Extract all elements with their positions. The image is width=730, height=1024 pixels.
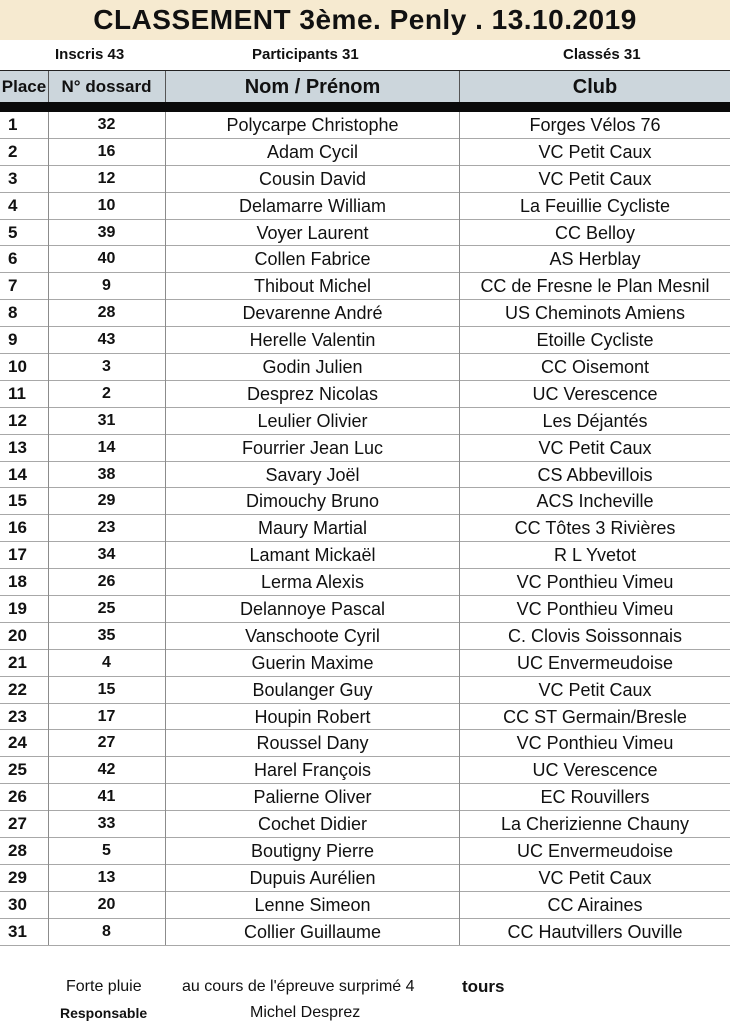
club-cell: VC Petit Caux (538, 867, 652, 888)
table-row (0, 865, 730, 892)
name-cell: Devarenne André (242, 303, 383, 324)
dossard-cell: 23 (97, 519, 116, 537)
dossard-cell: 32 (97, 116, 116, 133)
name-cell: Cochet Didier (257, 814, 368, 835)
table-row (0, 542, 730, 569)
place-cell: 1 (8, 115, 18, 134)
name-cell: Roussel Dany (256, 733, 369, 754)
name-cell: Desprez Nicolas (246, 383, 379, 404)
club-cell: ACS Incheville (536, 491, 654, 512)
table-row (0, 811, 730, 838)
club-cell: UC Verescence (532, 383, 658, 404)
dossard-cell: 40 (97, 250, 116, 268)
name-cell: Fourrier Jean Luc (241, 437, 384, 458)
dossard-cell: 31 (97, 411, 116, 429)
name-cell: Palierne Oliver (253, 787, 372, 808)
place-cell: 29 (8, 867, 27, 887)
dossard-cell: 10 (97, 196, 116, 214)
participants-count: Participants 31 (252, 46, 359, 63)
name-cell: Godin Julien (262, 357, 363, 378)
dossard-cell: 39 (97, 223, 116, 241)
results-table (0, 112, 730, 946)
table-row (0, 273, 730, 300)
dossard-cell: 20 (97, 895, 116, 913)
table-row (0, 435, 730, 462)
name-cell: Houpin Robert (254, 706, 371, 727)
name-cell: Dimouchy Bruno (245, 491, 380, 512)
dossard-cell: 29 (97, 492, 116, 510)
place-cell: 16 (8, 518, 27, 538)
name-cell: Lerma Alexis (260, 572, 365, 593)
table-row (0, 919, 730, 946)
place-cell: 5 (8, 222, 18, 242)
place-cell: 26 (8, 787, 27, 807)
dossard-cell: 14 (97, 438, 116, 456)
table-row (0, 515, 730, 542)
place-cell: 25 (8, 760, 27, 780)
dossard-cell: 42 (97, 761, 116, 779)
table-row (0, 596, 730, 623)
place-cell: 9 (8, 330, 18, 350)
dossard-cell: 26 (97, 573, 116, 591)
table-row (0, 650, 730, 677)
club-cell: CC ST Germain/Bresle (503, 706, 687, 727)
dossard-cell: 35 (97, 626, 116, 644)
dossard-cell: 38 (97, 465, 116, 483)
table-row (0, 166, 730, 193)
name-cell: Maury Martial (257, 518, 368, 539)
table-row (0, 139, 730, 166)
name-cell: Harel François (253, 760, 372, 781)
column-header-dossard: N° dossard (61, 77, 152, 96)
table-row (0, 704, 730, 731)
inscris-count: Inscris 43 (55, 46, 125, 63)
club-cell: La Feuillie Cycliste (519, 195, 671, 216)
dossard-cell: 43 (97, 331, 116, 349)
place-cell: 12 (8, 410, 27, 430)
club-cell: VC Ponthieu Vimeu (516, 733, 674, 754)
place-cell: 30 (8, 894, 27, 914)
club-cell: CC de Fresne le Plan Mesnil (480, 276, 710, 297)
name-cell: Savary Joël (265, 464, 360, 485)
club-cell: C. Clovis Soissonnais (507, 625, 683, 646)
table-row (0, 677, 730, 704)
name-cell: Boulanger Guy (252, 679, 373, 700)
club-cell: VC Petit Caux (538, 437, 652, 458)
name-cell: Vanschoote Cyril (245, 625, 380, 646)
club-cell: VC Petit Caux (538, 141, 652, 162)
table-row (0, 784, 730, 811)
name-cell: Delamarre William (238, 195, 386, 216)
table-row (0, 730, 730, 757)
dossard-cell: 4 (102, 653, 111, 671)
table-row (0, 300, 730, 327)
place-cell: 24 (8, 733, 27, 753)
club-cell: Les Déjantés (542, 410, 648, 431)
club-cell: VC Ponthieu Vimeu (516, 572, 674, 593)
club-cell: CC Tôtes 3 Rivières (514, 518, 676, 539)
dossard-cell: 3 (102, 358, 111, 376)
column-header-club: Club (572, 76, 618, 98)
name-cell: Adam Cycil (266, 141, 359, 162)
table-row (0, 623, 730, 650)
dossard-cell: 28 (97, 304, 116, 322)
responsable-label: Responsable (60, 1005, 148, 1021)
table-row (0, 838, 730, 865)
club-cell: UC Verescence (532, 760, 658, 781)
club-cell: US Cheminots Amiens (504, 303, 686, 324)
responsable-name: Michel Desprez (250, 1004, 361, 1021)
dossard-cell: 27 (97, 734, 116, 752)
place-cell: 21 (8, 652, 27, 672)
dossard-cell: 13 (97, 868, 116, 886)
club-cell: Forges Vélos 76 (529, 115, 661, 135)
table-row (0, 220, 730, 247)
place-cell: 31 (8, 921, 27, 941)
club-cell: CC Oisemont (540, 357, 650, 378)
classes-count: Classés 31 (563, 46, 641, 63)
column-divider (165, 112, 166, 945)
table-row (0, 381, 730, 408)
page-title: CLASSEMENT 3ème. Penly . 13.10.2019 (0, 0, 730, 40)
laps-note: au cours de l'épreuve surprimé 4 (182, 978, 415, 995)
table-row (0, 193, 730, 220)
name-cell: Collier Guillaume (243, 921, 382, 942)
name-cell: Thibout Michel (253, 276, 372, 297)
place-cell: 17 (8, 545, 27, 565)
place-cell: 15 (8, 491, 27, 511)
club-cell: VC Petit Caux (538, 679, 652, 700)
laps-unit: tours (462, 977, 505, 996)
place-cell: 4 (8, 195, 18, 215)
table-row (0, 408, 730, 435)
table-row (0, 757, 730, 784)
column-divider (48, 112, 49, 945)
name-cell: Leulier Olivier (257, 410, 368, 431)
place-cell: 8 (8, 303, 18, 323)
table-row (0, 354, 730, 381)
weather-note: Forte pluie (66, 978, 142, 995)
place-cell: 28 (8, 841, 27, 861)
table-row (0, 488, 730, 515)
place-cell: 10 (8, 357, 27, 377)
club-cell: VC Ponthieu Vimeu (516, 599, 674, 620)
dossard-cell: 17 (97, 707, 116, 725)
place-cell: 14 (8, 464, 27, 484)
dossard-cell: 9 (102, 277, 111, 295)
place-cell: 13 (8, 437, 27, 457)
place-cell: 3 (8, 168, 18, 188)
dossard-cell: 8 (102, 922, 111, 940)
dossard-cell: 34 (97, 546, 116, 564)
place-cell: 6 (8, 249, 18, 269)
name-cell: Boutigny Pierre (250, 841, 375, 862)
table-row (0, 246, 730, 273)
club-cell: CC Hautvillers Ouville (507, 921, 683, 942)
dossard-cell: 16 (97, 142, 116, 160)
club-cell: EC Rouvillers (540, 787, 650, 808)
table-row (0, 569, 730, 596)
name-cell: Cousin David (258, 168, 367, 189)
name-cell: Guerin Maxime (251, 652, 374, 673)
header-separator-bar (0, 102, 730, 112)
place-cell: 20 (8, 625, 27, 645)
name-cell: Lenne Simeon (254, 894, 371, 915)
dossard-cell: 33 (97, 815, 116, 833)
place-cell: 11 (8, 383, 26, 403)
name-cell: Herelle Valentin (249, 330, 376, 351)
dossard-cell: 12 (97, 169, 116, 187)
place-cell: 19 (8, 599, 27, 619)
place-cell: 22 (8, 679, 27, 699)
club-cell: VC Petit Caux (538, 168, 652, 189)
table-row (0, 327, 730, 354)
club-cell: La Cherizienne Chauny (500, 814, 690, 835)
place-cell: 7 (8, 276, 18, 296)
club-cell: Etoille Cycliste (536, 330, 654, 351)
name-cell: Delannoye Pascal (239, 599, 386, 620)
dossard-cell: 25 (97, 600, 116, 618)
place-cell: 18 (8, 572, 27, 592)
dossard-cell: 2 (102, 384, 111, 402)
name-cell: Voyer Laurent (256, 222, 369, 243)
dossard-cell: 15 (97, 680, 116, 698)
club-cell: CS Abbevillois (537, 464, 653, 485)
dossard-cell: 5 (102, 842, 111, 860)
club-cell: CC Belloy (554, 222, 636, 243)
club-cell: UC Envermeudoise (516, 841, 674, 862)
name-cell: Dupuis Aurélien (249, 867, 376, 888)
table-row (0, 892, 730, 919)
club-cell: CC Airaines (547, 894, 643, 915)
place-cell: 23 (8, 706, 27, 726)
table-row (0, 112, 730, 139)
place-cell: 27 (8, 814, 27, 834)
name-cell: Lamant Mickaël (249, 545, 376, 566)
club-cell: R L Yvetot (553, 545, 637, 566)
name-cell: Collen Fabrice (254, 249, 371, 270)
column-divider (459, 112, 460, 945)
table-header (0, 70, 730, 103)
column-header-nom: Nom / Prénom (244, 76, 381, 98)
column-header-place: Place (1, 77, 47, 96)
club-cell: UC Envermeudoise (516, 652, 674, 673)
place-cell: 2 (8, 141, 18, 161)
dossard-cell: 41 (97, 788, 116, 806)
table-row (0, 462, 730, 489)
name-cell: Polycarpe Christophe (226, 115, 399, 135)
club-cell: AS Herblay (549, 249, 641, 270)
